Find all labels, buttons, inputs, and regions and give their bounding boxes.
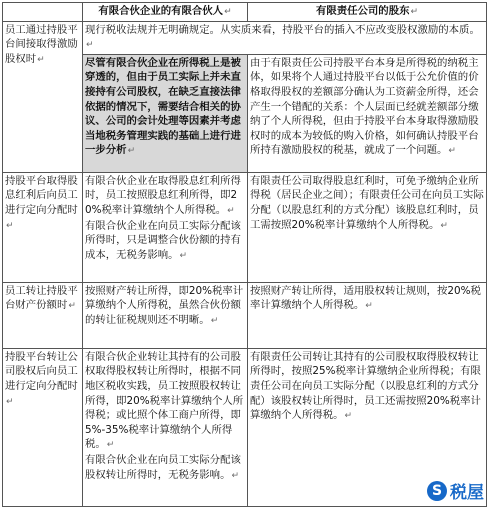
watermark-logo xyxy=(427,478,484,503)
paragraph: 有限合伙企业在取得股息红利所得时，员工按照股息红利所得，即20%税率计算缴纳个人所得税。↵ xyxy=(85,174,241,216)
row-label-transfer-share: 员工转让持股平台财产份额时↵ xyxy=(3,282,83,348)
table-row xyxy=(3,172,487,282)
header-partnership: 有限合伙企业的有限合伙人↵ xyxy=(83,3,248,22)
logo-text: 税屋 xyxy=(450,483,484,503)
table-row xyxy=(3,282,487,348)
header-company: 有限责任公司的股东↵ xyxy=(248,3,487,22)
row-label-acquire: 员工通过持股平台间接取得激励股权时↵ xyxy=(3,21,83,172)
s-logo-icon: S xyxy=(427,481,447,501)
table-header-row xyxy=(3,3,487,22)
cell-company-dividend: 有限责任公司取得股息红利时，可免予缴纳企业所得税（居民企业之间）；有限责任公司在向员工实际分配（以股息红利的方式分配）该股息红利时，员工需按照20%税率计算缴纳个人所得税。↵ xyxy=(248,172,487,282)
header-corner xyxy=(3,3,83,22)
cell-partnership-equity-transfer xyxy=(83,348,248,506)
cell-company-transfer-share: 按照财产转让所得，适用股权转让规则，按20%税率计算缴纳个人所得税。↵ xyxy=(248,282,487,348)
cell-company-equity-transfer: 有限责任公司转让其持有的公司股权取得股权转让所得时，按照25%税率计算缴纳企业所得税；有限责任公司在向员工实际分配（以股息红利的方式分配）该股权转让所得时，员工还需按照20%税率计算缴纳个人所得税。↵ xyxy=(248,348,487,506)
paragraph: 有限合伙企业在向员工实际分配该所得时，只是调整合伙份额的持有成本，无税务影响。↵ xyxy=(85,219,241,261)
table-row xyxy=(3,21,487,54)
comparison-table xyxy=(2,2,487,507)
merged-cell-acquire: 现行税收法规并无明确规定。从实质来看，持股平台的插入不应改变股权激励的本质。↵ xyxy=(83,21,487,54)
paragraph: 有限合伙企业转让其持有的公司股权取得股权转让所得时，根据不同地区税收实践，员工按照股权转让所得，即20%税率计算缴纳个人所得税；或比照个体工商户所得，即5%-35%税率计算缴纳个人所得税。↵ xyxy=(85,350,244,451)
table-row xyxy=(3,348,487,506)
cell-company-acquire: 由于有限责任公司持股平台本身是所得税的纳税主体，如果将个人通过持股平台以低于公允价值的价格取得股权的差额部分确认为工资薪金所得，还会产生一个错配的关系：个人层面已经就差额部分缴纳了个人所得税，但由于持股平台本身取得激励股权时的成本为较低的购入价格，如何确认持股平台所持有激励股权的税基，就成了一个问题。↵ xyxy=(248,54,487,172)
row-label-equity-transfer: 持股平台转让公司股权后向员工进行定向分配时↵ xyxy=(3,348,83,506)
paragraph: 有限合伙企业在向员工实际分配该股权转让所得时，无税务影响。↵ xyxy=(85,453,241,481)
row-label-dividend: 持股平台取得股息红利后向员工进行定向分配时↵ xyxy=(3,172,83,282)
cell-partnership-acquire: 尽管有限合伙企业在所得税上是被穿透的，但由于员工实际上并未直接持有公司股权，在缺乏直接法律依据的情况下，需要结合相关的协议、公司的会计处理等因素并考虑当地税务管理实践的基础上进行进一步分析↵ xyxy=(83,54,248,172)
cell-partnership-transfer-share: 按照财产转让所得，即20%税率计算缴纳个人所得税，虽然合伙份额的转让征税规则还不明晰。↵ xyxy=(83,282,248,348)
cell-partnership-dividend xyxy=(83,172,248,282)
